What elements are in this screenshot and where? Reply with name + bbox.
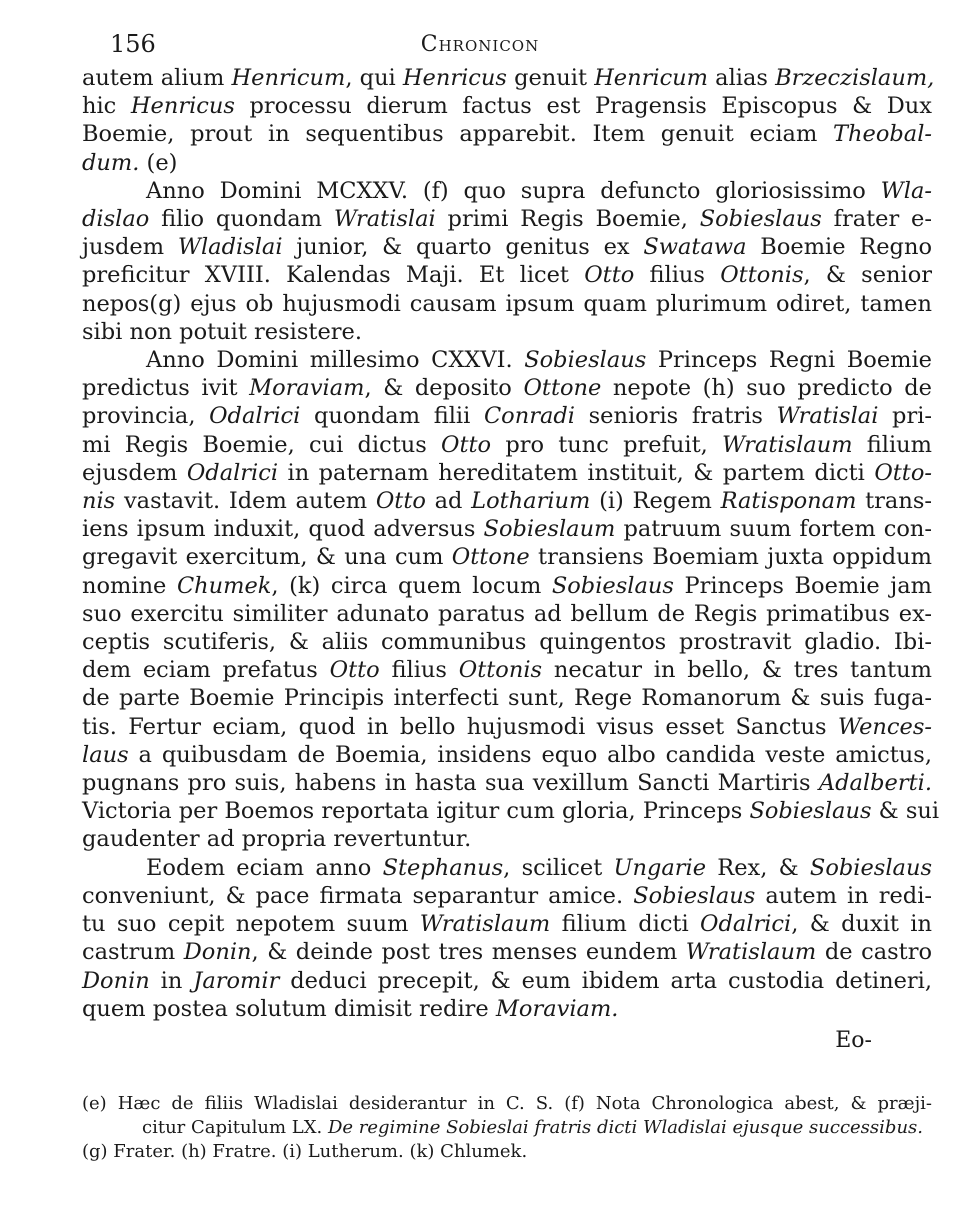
italic-name: De regimine Sobieslai fratris dicti Wladislai ejusque successibus. bbox=[327, 1117, 923, 1138]
italic-name: Adalberti. bbox=[818, 770, 932, 797]
italic-name: Sobieslaus bbox=[699, 206, 822, 233]
text-run: , & senior bbox=[803, 262, 933, 289]
footnote_lines-line bbox=[82, 1116, 932, 1140]
main-text bbox=[82, 64, 940, 1023]
text-run: & sui bbox=[871, 798, 940, 825]
italic-name: Conradi bbox=[483, 403, 575, 430]
italic-name: nis bbox=[82, 488, 116, 515]
italic-name: Ottone bbox=[451, 544, 530, 571]
italic-name: Henricus bbox=[402, 65, 507, 91]
body_lines-line bbox=[82, 825, 932, 853]
italic-name: Theobal- bbox=[833, 121, 932, 148]
body_lines-line bbox=[82, 713, 932, 741]
text-run: pugnans pro suis, habens in hasta sua vexillum Sancti Martiris bbox=[82, 770, 819, 797]
text-run: Anno Domini millesimo CXXVI. bbox=[146, 347, 525, 374]
text-run: tu suo cepit nepotem suum bbox=[82, 911, 420, 938]
body_lines-line bbox=[82, 431, 932, 459]
text-run: de parte Boemie Principis interfecti sunt, Rege Romanorum & suis fuga- bbox=[82, 685, 932, 712]
text-run: jusdem bbox=[82, 234, 178, 261]
italic-name: Henricum bbox=[594, 65, 708, 91]
italic-name: Ottonis bbox=[720, 262, 804, 289]
text-run: preficitur XVIII. Kalendas Maji. Et licet bbox=[82, 262, 585, 289]
italic-name: Donin bbox=[183, 939, 252, 966]
body_lines-line bbox=[82, 854, 932, 882]
body_lines-line bbox=[82, 149, 932, 177]
text-run: gaudenter ad propria revertuntur. bbox=[82, 826, 472, 853]
text-run: primi Regis Boemie, bbox=[435, 206, 700, 233]
text-run: filium dicti bbox=[550, 911, 701, 938]
body_lines-line bbox=[82, 233, 932, 261]
body_lines-line bbox=[82, 882, 932, 910]
italic-name: Swatawa bbox=[643, 234, 747, 261]
italic-name: Wratislai bbox=[333, 206, 436, 233]
body_lines-line bbox=[82, 684, 932, 712]
text-run: filio quondam bbox=[149, 206, 334, 233]
catchword: Eo- bbox=[835, 1028, 872, 1053]
body_lines-line bbox=[82, 741, 932, 769]
text-run: quem postea solutum dimisit redire bbox=[82, 995, 496, 1022]
text-run: hic bbox=[82, 93, 131, 120]
italic-name: Ottone bbox=[523, 375, 602, 402]
italic-name: Sobieslaus bbox=[633, 882, 756, 909]
body_lines-line bbox=[82, 938, 932, 966]
text-run: autem in redi- bbox=[755, 882, 932, 909]
text-run: genuit bbox=[506, 65, 595, 91]
italic-name: Moraviam. bbox=[495, 995, 619, 1022]
body_lines-line bbox=[82, 487, 932, 515]
body_lines-line bbox=[82, 769, 932, 797]
text-run: filius bbox=[634, 262, 721, 289]
body_lines-line bbox=[82, 910, 932, 938]
text-run: , & deposito bbox=[364, 375, 524, 402]
text-run: ceptis scutiferis, & aliis communibus quingentos prostravit gladio. Ibi- bbox=[82, 629, 932, 656]
italic-name: Moraviam bbox=[249, 375, 365, 402]
text-run: nepote (h) suo predicto de bbox=[601, 375, 933, 402]
italic-name: Otto bbox=[584, 262, 635, 289]
body_lines-line bbox=[82, 205, 932, 233]
text-run: conveniunt, & pace firmata separantur amice. bbox=[82, 882, 634, 909]
italic-name: Stephanus bbox=[382, 854, 504, 881]
text-run: senioris fratris bbox=[574, 403, 777, 430]
text-run: de castro bbox=[816, 939, 933, 966]
italic-name: Sobieslaus bbox=[809, 854, 932, 881]
text-run: Boemie, prout in sequentibus apparebit. Item genuit eciam bbox=[82, 121, 834, 148]
italic-name: Otto- bbox=[874, 459, 932, 486]
italic-name: Brzeczislaum, bbox=[775, 65, 935, 91]
text-run: a quibusdam de Boemia, insidens equo albo candida veste amictus, bbox=[128, 741, 932, 768]
body_lines-line bbox=[82, 572, 932, 600]
italic-name: Donin bbox=[82, 967, 150, 994]
italic-name: Chumek bbox=[176, 572, 272, 599]
italic-name: Wratislaum bbox=[419, 911, 551, 938]
italic-name: Otto bbox=[329, 657, 380, 684]
body_lines-line bbox=[82, 967, 932, 995]
text-run: pri- bbox=[878, 403, 933, 430]
footnote_lines-line bbox=[82, 1140, 932, 1164]
body_lines-line bbox=[82, 402, 932, 430]
text-run: alias bbox=[708, 65, 776, 91]
text-run: Boemie Regno bbox=[746, 234, 933, 261]
footnote_lines-line bbox=[82, 1092, 932, 1116]
text-run: Anno Domini MCXXV. (f) quo supra defuncto gloriosissimo bbox=[146, 177, 881, 204]
text-run: tis. Fertur eciam, quod in bello hujusmodi visus esset Sanctus bbox=[82, 713, 838, 740]
italic-name: Odalrici bbox=[700, 911, 792, 938]
text-run: predictus ivit bbox=[82, 375, 250, 402]
body_lines-line bbox=[82, 120, 932, 148]
text-run: nepos(g) ejus ob hujusmodi causam ipsum quam plurimum odiret, tamen bbox=[82, 290, 932, 317]
text-run: vastavit. Idem autem bbox=[115, 488, 376, 515]
italic-name: Ungarie bbox=[613, 854, 707, 881]
text-run: Princeps Boemie jam bbox=[673, 572, 933, 599]
body_lines-line bbox=[82, 177, 932, 205]
italic-name: Wratislaum bbox=[685, 939, 817, 966]
text-run: Eodem eciam anno bbox=[146, 854, 383, 881]
text-run: (e) bbox=[139, 149, 178, 176]
text-run: Victoria per Boemos reportata igitur cum gloria, Princeps bbox=[82, 798, 750, 825]
text-run: suo exercitu similiter adunato paratus ad bellum de Regis primatibus ex- bbox=[82, 600, 932, 627]
italic-name: Wences- bbox=[837, 713, 932, 740]
body_lines-line bbox=[82, 515, 932, 543]
italic-name: Wratislai bbox=[776, 403, 879, 430]
page-header bbox=[0, 30, 960, 64]
text-run: iens ipsum induxit, quod adversus bbox=[82, 516, 484, 543]
italic-name: Sobieslaus bbox=[524, 347, 647, 374]
text-run: , scilicet bbox=[503, 854, 614, 881]
page-number: 156 bbox=[110, 30, 156, 58]
text-run: (g) Frater. (h) Fratre. (i) Lutherum. (k) Chlumek. bbox=[82, 1141, 528, 1162]
italic-name: Ratisponam bbox=[720, 488, 857, 515]
body_lines-line bbox=[82, 318, 932, 346]
text-run: , & deinde post tres menses eundem bbox=[251, 939, 686, 966]
body_lines-line bbox=[82, 797, 940, 825]
italic-name: Otto bbox=[375, 488, 426, 515]
italic-name: Lotharium bbox=[471, 488, 591, 515]
text-run: junior, & quarto genitus ex bbox=[282, 234, 644, 261]
text-run: mi Regis Boemie, cui dictus bbox=[82, 431, 442, 458]
text-run: autem alium bbox=[82, 65, 232, 91]
text-run: pro tunc prefuit, bbox=[491, 431, 723, 458]
italic-name: dum. bbox=[82, 149, 140, 176]
text-run: , & duxit in bbox=[791, 911, 932, 938]
body_lines-line bbox=[82, 346, 932, 374]
text-run: in bbox=[149, 967, 194, 994]
body_lines-line bbox=[82, 92, 932, 120]
text-run: gregavit exercitum, & una cum bbox=[82, 544, 452, 571]
text-run: trans- bbox=[856, 488, 932, 515]
italic-name: Henricum bbox=[231, 65, 346, 91]
body_lines-line bbox=[82, 628, 932, 656]
italic-name: Odalrici bbox=[209, 403, 301, 430]
italic-name: Jaromir bbox=[193, 967, 280, 994]
text-run: processu dierum factus est Pragensis Episcopus & Dux bbox=[234, 93, 932, 120]
body_lines-line bbox=[82, 656, 932, 684]
text-run: , (k) circa quem locum bbox=[271, 572, 552, 599]
italic-name: Sobieslaus bbox=[749, 798, 872, 825]
italic-name: Henricus bbox=[130, 93, 235, 120]
body_lines-line bbox=[82, 459, 932, 487]
body_lines-line bbox=[82, 600, 932, 628]
text-run: provincia, bbox=[82, 403, 210, 430]
text-run: castrum bbox=[82, 939, 184, 966]
text-run: Rex, & bbox=[706, 854, 810, 881]
text-run: in paternam hereditatem instituit, & partem dicti bbox=[278, 459, 875, 486]
body_lines-line bbox=[82, 995, 932, 1023]
italic-name: dislao bbox=[82, 206, 150, 233]
italic-name: Odalrici bbox=[186, 459, 279, 486]
text-run: nomine bbox=[82, 572, 177, 599]
text-run: filium bbox=[852, 431, 932, 458]
text-run: transiens Boemiam juxta oppidum bbox=[529, 544, 932, 571]
italic-name: Ottonis bbox=[458, 657, 543, 684]
italic-name: Otto bbox=[441, 431, 492, 458]
text-run: dem eciam prefatus bbox=[82, 657, 330, 684]
italic-name: Wratislaum bbox=[722, 431, 853, 458]
text-run: filius bbox=[379, 657, 459, 684]
text-run: Princeps Regni Boemie bbox=[646, 347, 933, 374]
text-run: deduci precepit, & eum ibidem arta custodia detineri, bbox=[279, 967, 933, 994]
italic-name: Sobieslaum bbox=[483, 516, 616, 543]
italic-name: Wla- bbox=[880, 177, 932, 204]
text-run: (e) Hæc de filiis Wladislai desiderantur in C. S. (f) Nota Chronologica abest, & præji- bbox=[82, 1093, 932, 1114]
body_lines-line bbox=[82, 64, 935, 92]
text-run: citur Capitulum LX. bbox=[142, 1117, 328, 1138]
text-run: patruum suum fortem con- bbox=[615, 516, 932, 543]
body_lines-line bbox=[82, 543, 932, 571]
text-run: necatur in bello, & tres tantum bbox=[542, 657, 932, 684]
text-run: ad bbox=[425, 488, 472, 515]
footnotes bbox=[82, 1092, 932, 1164]
italic-name: Sobieslaus bbox=[551, 572, 674, 599]
italic-name: Wladislai bbox=[177, 234, 283, 261]
text-run: (i) Regem bbox=[590, 488, 721, 515]
body_lines-line bbox=[82, 261, 932, 289]
body_lines-line bbox=[82, 374, 932, 402]
running-title: Chronicon bbox=[420, 32, 540, 57]
text-run: frater e- bbox=[821, 206, 932, 233]
text-run: sibi non potuit resistere. bbox=[82, 318, 362, 345]
text-run: quondam filii bbox=[300, 403, 484, 430]
body_lines-line bbox=[82, 290, 932, 318]
text-run: , qui bbox=[345, 65, 403, 91]
italic-name: laus bbox=[82, 741, 129, 768]
text-run: ejusdem bbox=[82, 459, 187, 486]
